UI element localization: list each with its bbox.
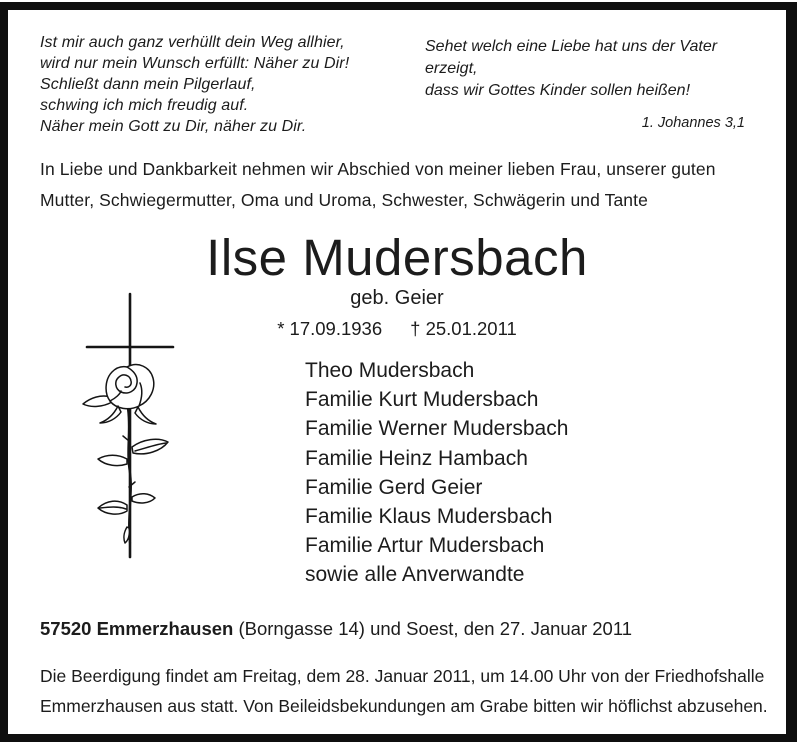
postal-address: 57520 Emmerzhausen: [40, 618, 234, 639]
poem-line: Näher mein Gott zu Dir, näher zu Dir.: [40, 118, 307, 135]
poem-line: Ist mir auch ganz verhüllt dein Weg allhier,: [40, 34, 345, 51]
quote-line: Sehet welch eine Liebe hat uns der Vater erzeigt,: [425, 38, 718, 77]
address-date-line: [40, 617, 632, 641]
mourner-name: Familie Kurt Mudersbach: [305, 388, 539, 412]
birth-date-value: 17.09.1936: [289, 318, 383, 339]
bible-quote: [425, 36, 770, 134]
birth-star-symbol: *: [277, 318, 285, 339]
quote-line: dass wir Gottes Kinder sollen heißen!: [425, 82, 691, 99]
funeral-notice-line: Die Beerdigung findet am Freitag, dem 28. Januar 2011, um 14.00 Uhr von der Friedhofshalle: [40, 666, 765, 686]
mourner-name: Familie Heinz Hambach: [305, 446, 528, 470]
farewell-text: [40, 154, 780, 216]
mourner-name: sowie alle Anverwandte: [305, 563, 525, 587]
death-date-value: 25.01.2011: [425, 318, 517, 339]
deceased-name: Ilse Mudersbach: [206, 229, 588, 286]
death-cross-symbol: †: [410, 318, 421, 339]
mourner-name: Familie Klaus Mudersbach: [305, 505, 553, 529]
rose-sepal: [100, 406, 121, 423]
bible-verse-reference: 1. Johannes 3,1: [641, 115, 745, 131]
poem-line: schwing ich mich freudig auf.: [40, 97, 249, 114]
cross-and-rose-illustration: [80, 291, 180, 563]
funeral-notice: [40, 661, 785, 721]
address-rest: (Borngasse 14) und Soest, den 27. Januar 2011: [233, 618, 633, 639]
poem-line: wird nur mein Wunsch erfüllt: Näher zu Dir!: [40, 55, 350, 72]
funeral-notice-line: Emmerzhausen aus statt. Von Beileidsbekundungen am Grabe bitten wir höflichst abzusehen.: [40, 696, 768, 716]
mourners-list: [305, 356, 568, 590]
opening-poem: [40, 32, 349, 137]
maiden-name: geb. Geier: [350, 287, 444, 309]
rose-bud-tip: [124, 527, 129, 543]
mourner-name: Familie Artur Mudersbach: [305, 534, 545, 558]
farewell-line: Mutter, Schwiegermutter, Oma und Uroma, Schwester, Schwägerin und Tante: [40, 190, 648, 210]
death-date: [410, 318, 517, 339]
poem-line: Schließt dann mein Pilgerlauf,: [40, 76, 256, 93]
rose-lower-right-leaf: [132, 494, 155, 503]
obituary-card: [8, 10, 786, 734]
mourner-name: Familie Werner Mudersbach: [305, 417, 569, 441]
mourner-name: Theo Mudersbach: [305, 359, 475, 382]
rose-upper-left-leaf: [98, 455, 127, 465]
farewell-line: In Liebe und Dankbarkeit nehmen wir Abschied von meiner lieben Frau, unserer guten: [40, 159, 716, 179]
birth-date: [277, 318, 382, 339]
rose-sepal: [135, 407, 156, 424]
mourner-name: Familie Gerd Geier: [305, 475, 483, 499]
